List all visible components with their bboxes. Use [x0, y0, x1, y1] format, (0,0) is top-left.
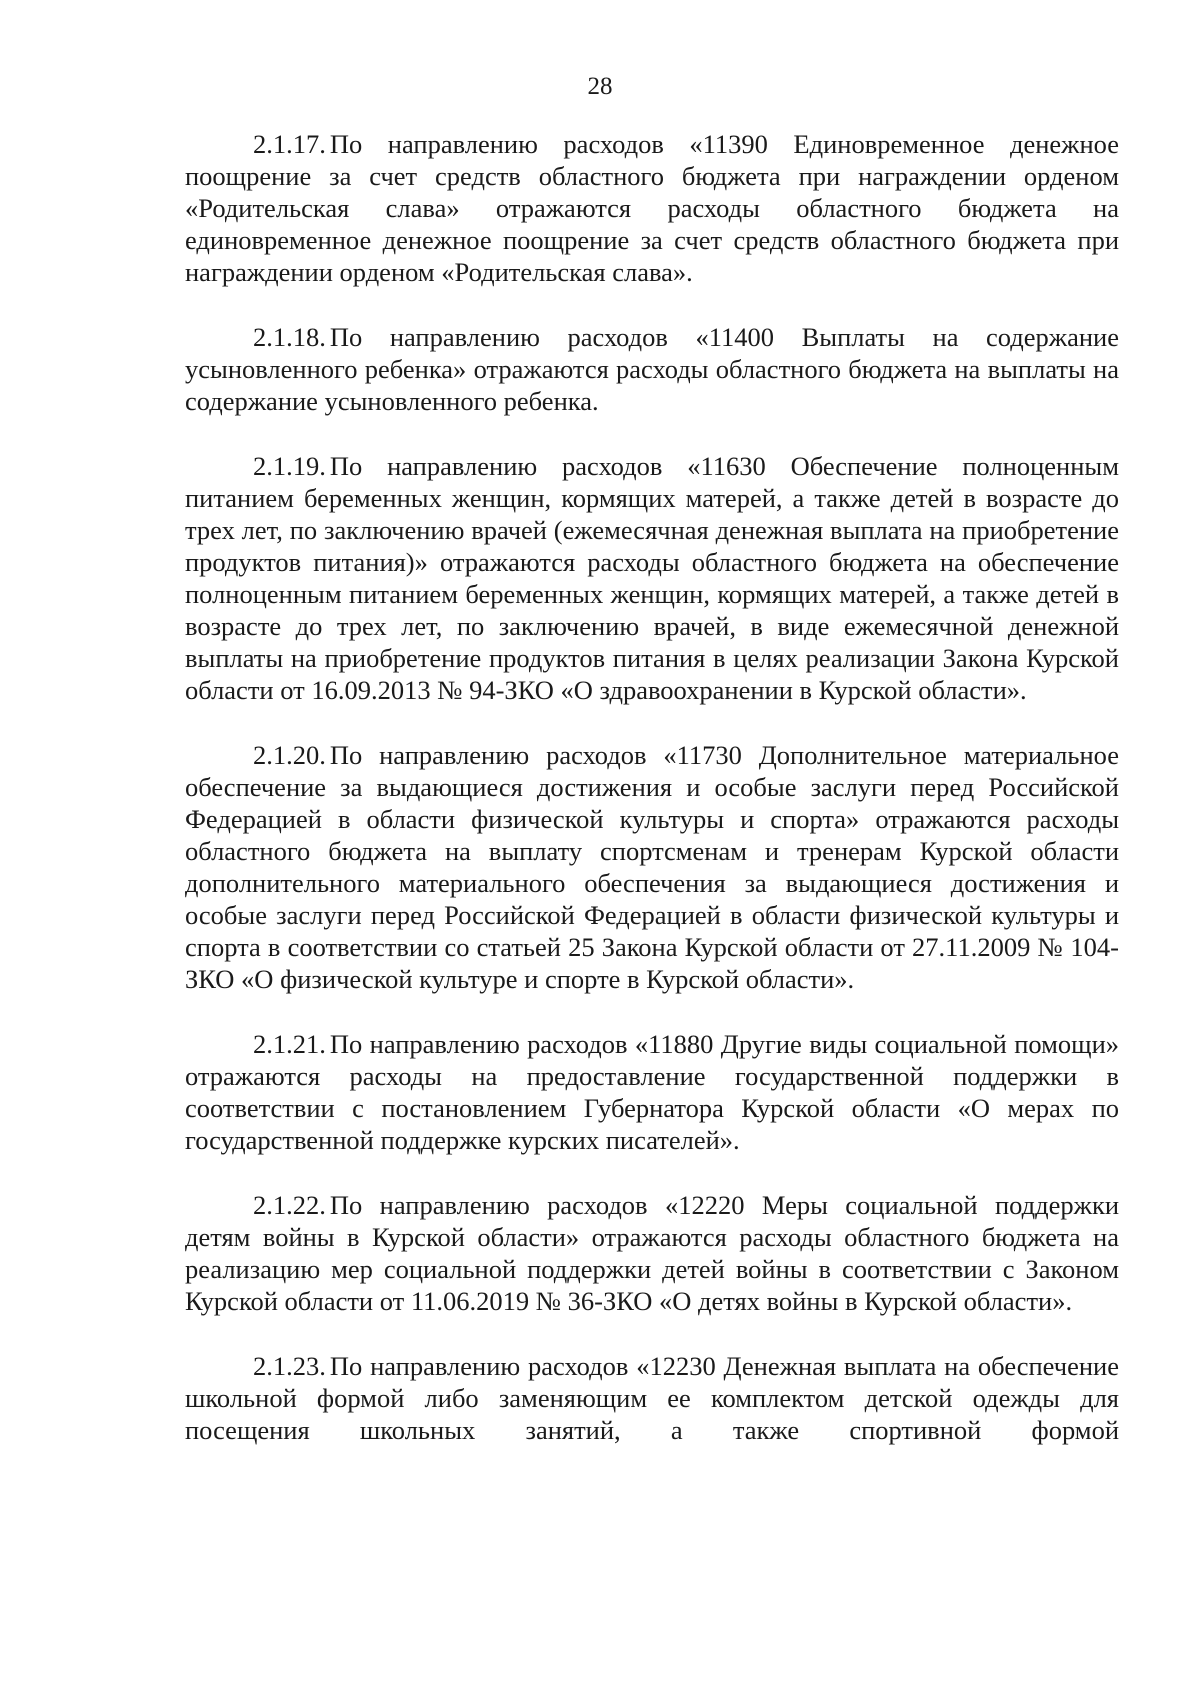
paragraph-number: 2.1.20.: [253, 740, 326, 770]
paragraph-number: 2.1.23.: [253, 1351, 326, 1381]
paragraph-text: По направлению расходов «11630 Обеспечение полноценным питанием беременных женщин, кормящих матерей, а также детей в возрасте до трех лет, по заключению врачей (ежемесячная денежная выплата на приобретение продуктов питания)» отражаются расходы областного бюджета на обеспечение полноценным питанием беременных женщин, кормящих матерей, а также детей в возрасте до трех лет, по заключению врачей, в виде ежемесячной денежной выплаты на приобретение продуктов питания в целях реализации Закона Курской области от 16.09.2013 № 94-ЗКО «О здравоохранении в Курской области».: [185, 451, 1119, 705]
paragraph-2-1-21: [185, 1028, 1119, 1156]
paragraph-2-1-22: [185, 1189, 1119, 1317]
paragraph-number: 2.1.19.: [253, 451, 326, 481]
paragraph-text: По направлению расходов «11390 Единовременное денежное поощрение за счет средств областного бюджета при награждении орденом «Родительская слава» отражаются расходы областного бюджета на единовременное денежное поощрение за счет средств областного бюджета при награждении орденом «Родительская слава».: [185, 129, 1119, 287]
paragraph-text: По направлению расходов «12230 Денежная выплата на обеспечение школьной формой либо заменяющим ее комплектом детской одежды для посещения школьных занятий, а также спортивной формой: [185, 1351, 1119, 1445]
paragraph-number: 2.1.22.: [253, 1190, 326, 1220]
paragraph-2-1-23: [185, 1350, 1119, 1446]
paragraph-2-1-20: [185, 739, 1119, 995]
paragraph-text: По направлению расходов «11400 Выплаты на содержание усыновленного ребенка» отражаются расходы областного бюджета на выплаты на содержание усыновленного ребенка.: [185, 322, 1119, 416]
paragraph-number: 2.1.21.: [253, 1029, 326, 1059]
paragraph-2-1-17: [185, 128, 1119, 288]
paragraph-number: 2.1.17.: [253, 129, 326, 159]
paragraph-2-1-19: [185, 450, 1119, 706]
paragraph-text: По направлению расходов «11730 Дополнительное материальное обеспечение за выдающиеся достижения и особые заслуги перед Российской Федерацией в области физической культуры и спорта» отражаются расходы областного бюджета на выплату спортсменам и тренерам Курской области дополнительного материального обеспечения за выдающиеся достижения и особые заслуги перед Российской Федерацией в области физической культуры и спорта в соответствии со статьей 25 Закона Курской области от 27.11.2009 № 104-ЗКО «О физической культуре и спорте в Курской области».: [185, 740, 1119, 994]
paragraph-2-1-18: [185, 321, 1119, 417]
document-body: [185, 128, 1119, 1446]
paragraph-number: 2.1.18.: [253, 322, 326, 352]
paragraph-text: По направлению расходов «11880 Другие виды социальной помощи» отражаются расходы на предоставление государственной поддержки в соответствии с постановлением Губернатора Курской области «О мерах по государственной поддержке курских писателей».: [185, 1029, 1119, 1155]
page-number: 28: [587, 73, 613, 100]
paragraph-text: По направлению расходов «12220 Меры социальной поддержки детям войны в Курской области» отражаются расходы областного бюджета на реализацию мер социальной поддержки детей войны в соответствии с Законом Курской области от 11.06.2019 № 36-ЗКО «О детях войны в Курской области».: [185, 1190, 1119, 1316]
